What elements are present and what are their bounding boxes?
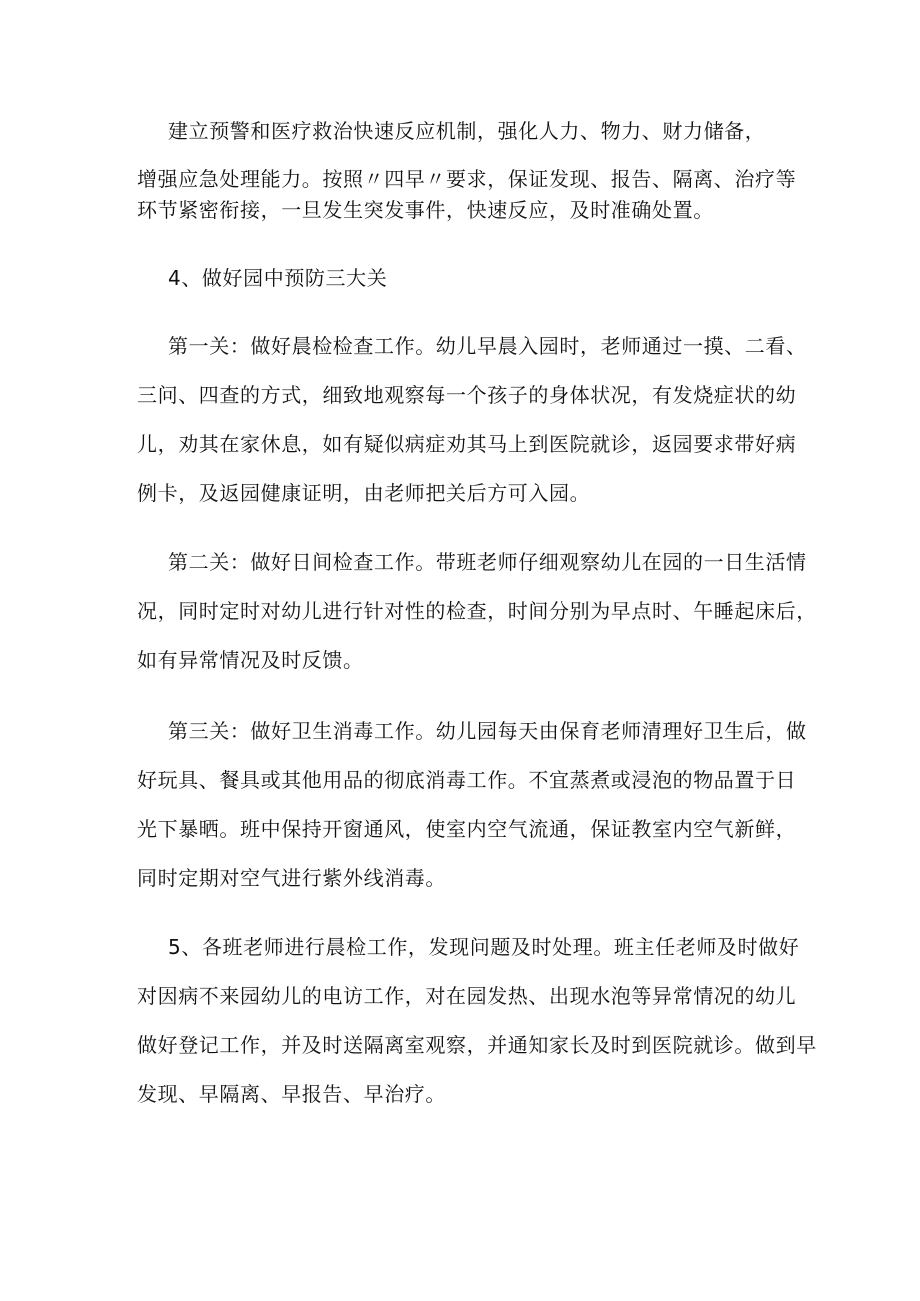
- second-gate-line-1: 第二关：做好日间检查工作。带班老师仔细观察幼儿在园的一日生活情: [168, 550, 807, 574]
- third-gate-line-2: 好玩具、餐具或其他用品的彻底消毒工作。不宜蒸煮或浸泡的物品置于日: [137, 768, 797, 792]
- section-heading-4: 4、做好园中预防三大关: [168, 266, 388, 290]
- paragraph-1-line-2: 增强应急处理能力。按照〃四早〃要求，保证发现、报告、隔离、治疗等: [137, 167, 797, 191]
- paragraph-1-line-3: 环节紧密衔接，一旦发生突发事件，快速反应，及时准确处置。: [137, 198, 714, 222]
- third-gate-line-4: 同时定期对空气进行紫外线消毒。: [137, 866, 446, 890]
- first-gate-line-4: 例卡，及返园健康证明，由老师把关后方可入园。: [137, 481, 591, 505]
- paragraph-5-line-3: 做好登记工作，并及时送隔离室观察，并通知家长及时到医院就诊。做到早: [137, 1033, 817, 1057]
- paragraph-5-line-2: 对因病不来园幼儿的电访工作，对在园发热、出现水泡等异常情况的幼儿: [137, 984, 797, 1008]
- third-gate-line-1: 第三关：做好卫生消毒工作。幼儿园每天由保育老师清理好卫生后，做: [168, 719, 807, 743]
- paragraph-5-line-4: 发现、早隔离、早报告、早治疗。: [137, 1082, 446, 1106]
- first-gate-line-1: 第一关：做好晨检检查工作。幼儿早晨入园时，老师通过一摸、二看、: [168, 334, 807, 358]
- second-gate-line-3: 如有异常情况及时反馈。: [137, 648, 364, 672]
- third-gate-line-3: 光下暴晒。班中保持开窗通风，使室内空气流通，保证教室内空气新鲜，: [137, 817, 797, 841]
- first-gate-line-2: 三问、四查的方式，细致地观察每一个孩子的身体状况，有发烧症状的幼: [137, 383, 797, 407]
- paragraph-5-line-1: 5、各班老师进行晨检工作，发现问题及时处理。班主任老师及时做好: [168, 935, 800, 959]
- first-gate-line-3: 儿，劝其在家休息，如有疑似病症劝其马上到医院就诊，返园要求带好病: [137, 432, 797, 456]
- paragraph-1-line-1: 建立预警和医疗救治快速反应机制，强化人力、物力、财力储备，: [168, 119, 766, 143]
- second-gate-line-2: 况，同时定时对幼儿进行针对性的检查，时间分别为早点时、午睡起床后，: [137, 599, 817, 623]
